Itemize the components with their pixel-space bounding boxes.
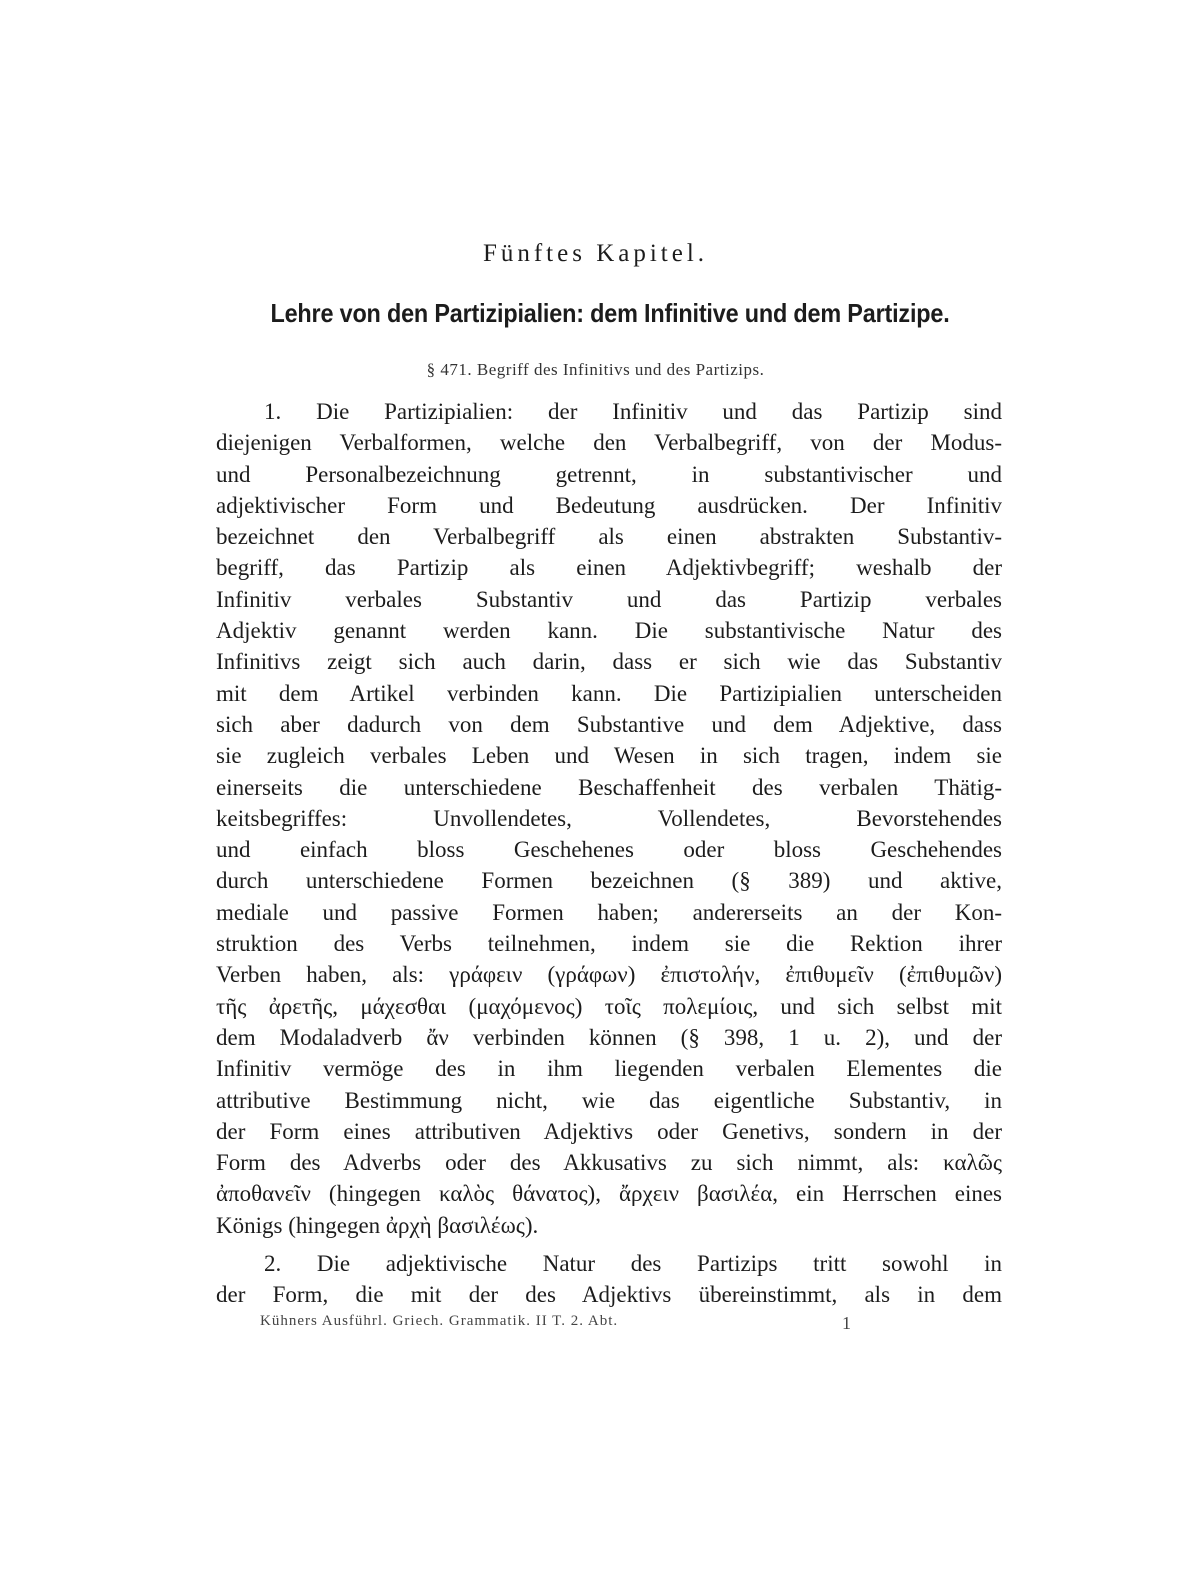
section-heading: § 471. Begriff des Infinitivs und des Partizips. [426,360,765,379]
text-line: dem Modaladverb ἄν verbinden können (§ 398, 1 u. 2), und der [216,1024,1002,1050]
text-line: durch unterschiedene Formen bezeichnen (§ 389) und aktive, [216,868,1002,894]
text-line: der Form eines attributiven Adjektivs oder Genetivs, sondern in der [216,1118,1002,1144]
text-line: adjektivischer Form und Bedeutung ausdrücken. Der Infinitiv [216,492,1002,518]
text-line: attributive Bestimmung nicht, wie das eigentliche Substantiv, in [216,1087,1002,1113]
chapter-label: Fünftes Kapitel. [482,240,709,267]
text-line: Infinitivs zeigt sich auch darin, dass er sich wie das Substantiv [216,649,1002,675]
text-line: Verben haben, als: γράφειν (γράφων) ἐπιστολήν, ἐπιθυμεῖν (ἐπιθυμῶν) [216,962,1002,988]
paragraph-2 [216,1248,1002,1311]
text-line: τῆς ἀρετῆς, μάχεσθαι (μαχόμενος) τοῖς πολεμίοις, und sich selbst mit [216,993,1002,1019]
text-line: begriff, das Partizip als einen Adjektivbegriff; weshalb der [216,555,1002,581]
text-line: bezeichnet den Verbalbegriff als einen abstrakten Substantiv- [216,524,1002,550]
text-line: einerseits die unterschiedene Beschaffenheit des verbalen Thätig- [216,774,1002,800]
text-line: ἀποθανεῖν (hingegen καλὸς θάνατος), ἄρχειν βασιλέα, ein Herrschen eines [216,1181,1002,1207]
paragraph-1 [216,396,1002,1241]
text-line: sie zugleich verbales Leben und Wesen in sich tragen, indem sie [216,743,1002,769]
text-line: diejenigen Verbalformen, welche den Verbalbegriff, von der Modus- [216,430,1002,456]
text-line: 2. Die adjektivische Natur des Partizips tritt sowohl in [264,1251,1002,1276]
text-line: und einfach bloss Geschehenes oder bloss Geschehendes [216,837,1002,863]
signature-mark: 1 [842,1313,852,1333]
text-line: 1. Die Partizipialien: der Infinitiv und das Partizip sind [264,399,1002,424]
text-line: Adjektiv genannt werden kann. Die substantivische Natur des [216,618,1002,644]
chapter-title: Lehre von den Partizipialien: dem Infinitive und dem Partizipe. [270,298,950,328]
text-line: der Form, die mit der des Adjektivs übereinstimmt, als in dem [216,1282,1002,1308]
text-line: Infinitiv verbales Substantiv und das Partizip verbales [216,586,1002,612]
text-line: keitsbegriffes: Unvollendetes, Vollendetes, Bevorstehendes [216,805,1002,831]
text-line: struktion des Verbs teilnehmen, indem sie die Rektion ihrer [216,931,1002,957]
text-line: Königs (hingegen ἀρχὴ βασιλέως). [216,1212,539,1238]
text-line: mit dem Artikel verbinden kann. Die Partizipialien unterscheiden [216,680,1002,706]
text-line: sich aber dadurch von dem Substantive und dem Adjektive, dass [216,711,1002,737]
text-line: Form des Adverbs oder des Akkusativs zu sich nimmt, als: καλῶς [216,1150,1002,1176]
footer-source: Kühners Ausführl. Griech. Grammatik. II T. 2. Abt. [260,1313,619,1329]
text-line: mediale und passive Formen haben; andererseits an der Kon- [216,899,1002,925]
text-line: Infinitiv vermöge des in ihm liegenden verbalen Elementes die [216,1056,1002,1082]
text-line: und Personalbezeichnung getrennt, in substantivischer und [216,461,1002,487]
